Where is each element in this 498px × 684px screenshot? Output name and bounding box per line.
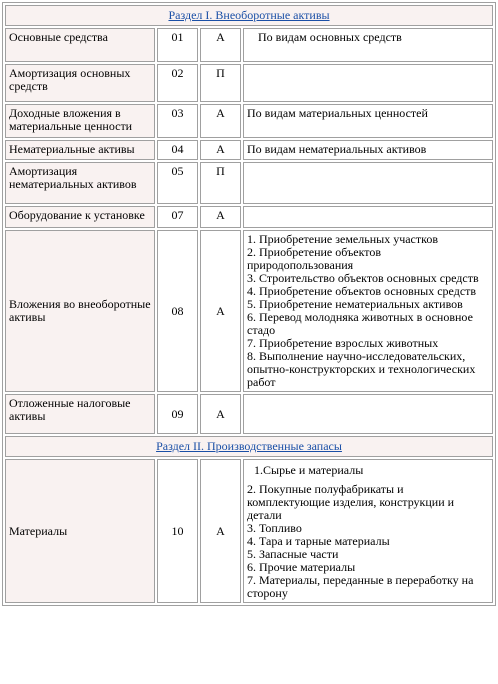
subaccounts	[243, 28, 493, 62]
subaccount-item: 4. Приобретение объектов основных средств	[247, 284, 477, 298]
account-type: А	[200, 206, 241, 228]
account-code: 10	[157, 459, 198, 603]
accounts-table	[2, 2, 496, 606]
subaccounts	[243, 140, 493, 160]
account-row	[5, 230, 493, 392]
subaccount-item: 2. Покупные полуфабрикаты и комплектующие изделия, конструкции и детали	[247, 482, 455, 522]
subaccount-item: По видам нематериальных активов	[247, 142, 427, 156]
account-type: А	[200, 28, 241, 62]
account-row	[5, 104, 493, 138]
subaccount-item: 3. Топливо	[247, 521, 302, 535]
account-name: Нематериальные активы	[5, 140, 155, 160]
subaccounts	[243, 394, 493, 434]
account-row	[5, 64, 493, 102]
account-type: А	[200, 394, 241, 434]
account-row	[5, 140, 493, 160]
account-code: 08	[157, 230, 198, 392]
subaccounts	[243, 230, 493, 392]
account-row	[5, 459, 493, 603]
chart-of-accounts	[2, 2, 496, 606]
account-type: А	[200, 459, 241, 603]
account-code: 03	[157, 104, 198, 138]
subaccounts	[243, 206, 493, 228]
subaccount-item: 6. Прочие материалы	[247, 560, 356, 574]
account-type: А	[200, 104, 241, 138]
account-name: Отложенные налоговые активы	[5, 394, 155, 434]
subaccount-item: 5. Запасные части	[247, 547, 339, 561]
account-code: 05	[157, 162, 198, 204]
subaccount-item: 6. Перевод молодняка животных в основное стадо	[247, 310, 473, 337]
account-row	[5, 394, 493, 434]
account-code: 07	[157, 206, 198, 228]
subaccounts	[243, 459, 493, 603]
account-code: 04	[157, 140, 198, 160]
subaccount-item: По видам материальных ценностей	[247, 106, 428, 120]
account-name: Оборудование к установке	[5, 206, 155, 228]
account-code: 01	[157, 28, 198, 62]
account-code: 09	[157, 394, 198, 434]
account-name: Амортизация нематериальных активов	[5, 162, 155, 204]
account-type: П	[200, 64, 241, 102]
section-title-link[interactable]: Раздел I. Внеоборотные активы	[5, 5, 493, 26]
account-name: Материалы	[5, 459, 155, 603]
subaccount-item: 1. Приобретение земельных участков	[247, 232, 439, 246]
account-type: П	[200, 162, 241, 204]
subaccount-item: 8. Выполнение научно-исследовательских, опытно-конструкторских и технологических работ	[247, 349, 476, 389]
account-code: 02	[157, 64, 198, 102]
account-row	[5, 206, 493, 228]
subaccount-item: 2. Приобретение объектов природопользования	[247, 245, 382, 272]
account-type: А	[200, 140, 241, 160]
subaccounts	[243, 64, 493, 102]
account-name: Амортизация основных средств	[5, 64, 155, 102]
subaccount-item: 7. Материалы, переданные в переработку на сторону	[247, 573, 474, 600]
section-header-row	[5, 436, 493, 457]
subaccount-item: 3. Строительство объектов основных средств	[247, 271, 479, 285]
subaccounts	[243, 104, 493, 138]
section-header-row	[5, 5, 493, 26]
account-name: Вложения во внеоборотные активы	[5, 230, 155, 392]
subaccount-item: 4. Тара и тарные материалы	[247, 534, 390, 548]
subaccount-item: 1.Сырье и материалы	[254, 463, 364, 477]
subaccount-item: По видам основных средств	[258, 30, 402, 44]
subaccount-item: 7. Приобретение взрослых животных	[247, 336, 439, 350]
account-name: Доходные вложения в материальные ценности	[5, 104, 155, 138]
account-row	[5, 162, 493, 204]
subaccounts	[243, 162, 493, 204]
account-row	[5, 28, 493, 62]
account-name: Основные средства	[5, 28, 155, 62]
subaccount-item: 5. Приобретение нематериальных активов	[247, 297, 463, 311]
section-title-link[interactable]: Раздел II. Производственные запасы	[5, 436, 493, 457]
account-type: А	[200, 230, 241, 392]
